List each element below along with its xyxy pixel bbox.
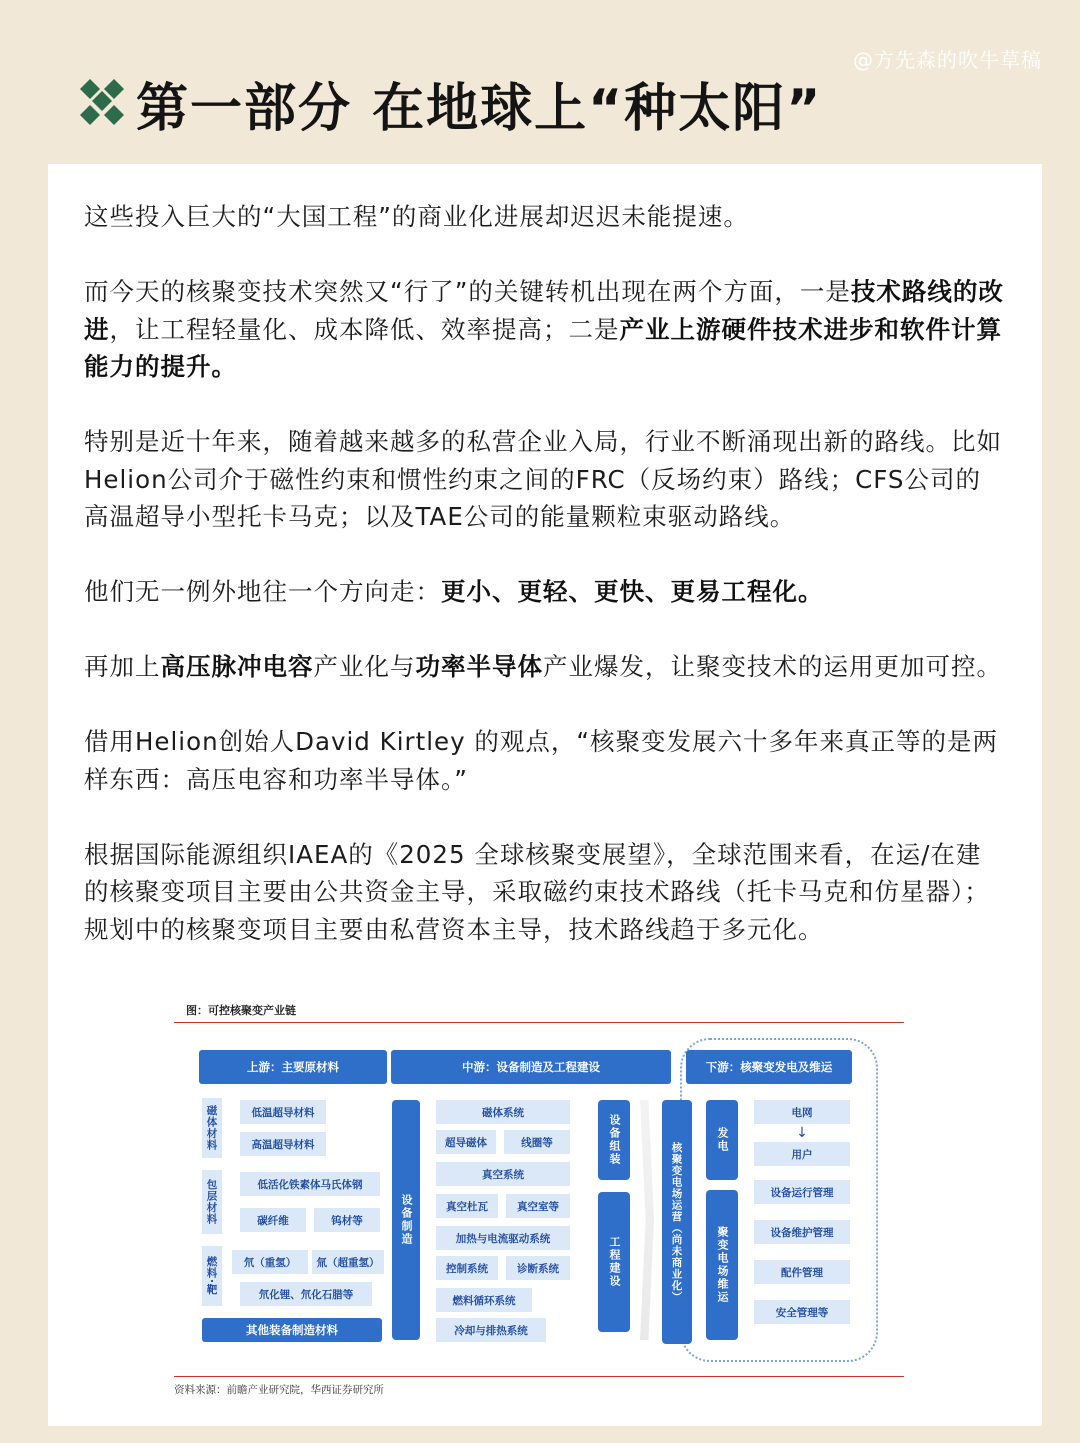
paragraph-7: 根据国际能源组织IAEA的《2025 全球核聚变展望》，全球范围来看，在运/在建的核聚变项目主要由公共资金主导，采取磁约束技术路线（托卡马克和仿星器）；规划中的核聚变项目主要由私营资本主导，技术路线趋于多元化。 [84,839,990,944]
chip-low-temp-superconductor: 低温超导材料 [240,1100,326,1124]
figure-bottom-rule [174,1376,904,1377]
bar-plant-operation: 核聚变电场运营（尚未商业化） [662,1100,692,1344]
chip-lithium-deuteride: 氘化锂、氘化石腊等 [240,1282,372,1306]
paragraph-2: 而今天的核聚变技术突然又“行了”的关键转机出现在两个方面，一是技术路线的改进，让工程轻量化、成本降低、效率提高；二是产业上游硬件技术进步和软件计算能力的提升。 [84,277,1004,381]
figure-title: 图：可控核聚变产业链 [186,1004,296,1017]
article-card [48,164,1042,1426]
watermark: @方先森的吹牛草稿 [853,48,1042,72]
chip-vacuum-system: 真空系统 [436,1162,570,1186]
chip-magnet-system: 磁体系统 [436,1100,570,1124]
chip-user: 用户 [754,1142,850,1166]
chip-diagnostic-system: 诊断系统 [506,1256,570,1280]
article-body [84,198,1004,986]
page-header [74,66,822,140]
bar-equipment-assembly: 设备组装 [598,1100,630,1180]
chip-carbon-fiber: 碳纤维 [240,1208,306,1232]
cat-fuel-target: 燃料·靶 [202,1246,222,1306]
chip-vacuum-dewar: 真空杜瓦 [436,1194,498,1218]
paragraph-6: 借用Helion创始人David Kirtley 的观点，“核聚变发展六十多年来真正等的是两样东西：高压电容和功率半导体。” [84,727,999,794]
chip-control-system: 控制系统 [436,1256,498,1280]
midstream-header: 中游：设备制造及工程建设 [391,1050,671,1084]
chip-heating-current-drive: 加热与电流驱动系统 [436,1226,570,1250]
arrow-down-icon: ↓ [796,1125,808,1141]
chip-other-materials: 其他装备制造材料 [202,1318,382,1342]
figure-source: 资料来源：前瞻产业研究院，华西证券研究所 [174,1384,384,1396]
chevron-separator-icon [640,1100,654,1340]
chip-ferritic-steel: 低活化铁素体马氏体钢 [240,1172,380,1196]
chip-safety-management: 安全管理等 [754,1300,850,1324]
paragraph-1: 这些投入巨大的“大国工程”的商业化进展却迟迟未能提速。 [84,202,749,231]
chip-parts-management: 配件管理 [754,1260,850,1284]
paragraph-5: 再加上高压脉冲电容产业化与功率半导体产业爆发，让聚变技术的运用更加可控。 [84,652,1002,681]
chip-maintenance-management: 设备维护管理 [754,1220,850,1244]
chip-operation-management: 设备运行管理 [754,1180,850,1204]
chip-tritium: 氚（超重氢） [312,1250,384,1274]
chip-cooling-exhaust: 冷却与排热系统 [436,1318,546,1342]
chip-fuel-cycle: 燃料循环系统 [436,1288,532,1312]
chip-tungsten: 钨材等 [314,1208,380,1232]
chip-grid: 电网 [754,1100,850,1124]
figure-top-rule [174,1022,904,1023]
bar-engineering-construction: 工程建设 [598,1192,630,1332]
industry-chain-figure [174,1000,904,1404]
cat-blanket-materials: 包层材料 [202,1170,222,1234]
page-title: 第一部分 在地球上“种太阳” [136,78,823,139]
chip-deuterium: 氘（重氢） [232,1250,308,1274]
paragraph-4: 他们无一例外地往一个方向走：更小、更轻、更快、更易工程化。 [84,577,824,606]
chip-high-temp-superconductor: 高温超导材料 [240,1132,326,1156]
bar-equipment-manufacturing: 设备制造 [392,1100,420,1340]
chip-coils: 线圈等 [504,1130,570,1154]
bar-plant-maintenance: 聚变电场维运 [706,1190,738,1340]
chip-superconducting-magnet: 超导磁体 [436,1130,496,1154]
chip-vacuum-chamber: 真空室等 [506,1194,570,1218]
paragraph-3: 特别是近十年来，随着越来越多的私营企业入局，行业不断涌现出新的路线。比如Helion公司介于磁性约束和惯性约束之间的FRC（反场约束）路线；CFS公司的高温超导小型托卡马克；以及TAE公司的能量颗粒束驱动路线。 [84,427,1002,531]
upstream-header: 上游：主要原材料 [199,1050,387,1084]
downstream-header: 下游：核聚变发电及维运 [686,1050,852,1084]
bar-power-generation: 发电 [706,1100,738,1180]
cat-magnet-materials: 磁体材料 [202,1098,222,1158]
diamond-cluster-logo-icon [74,75,130,131]
